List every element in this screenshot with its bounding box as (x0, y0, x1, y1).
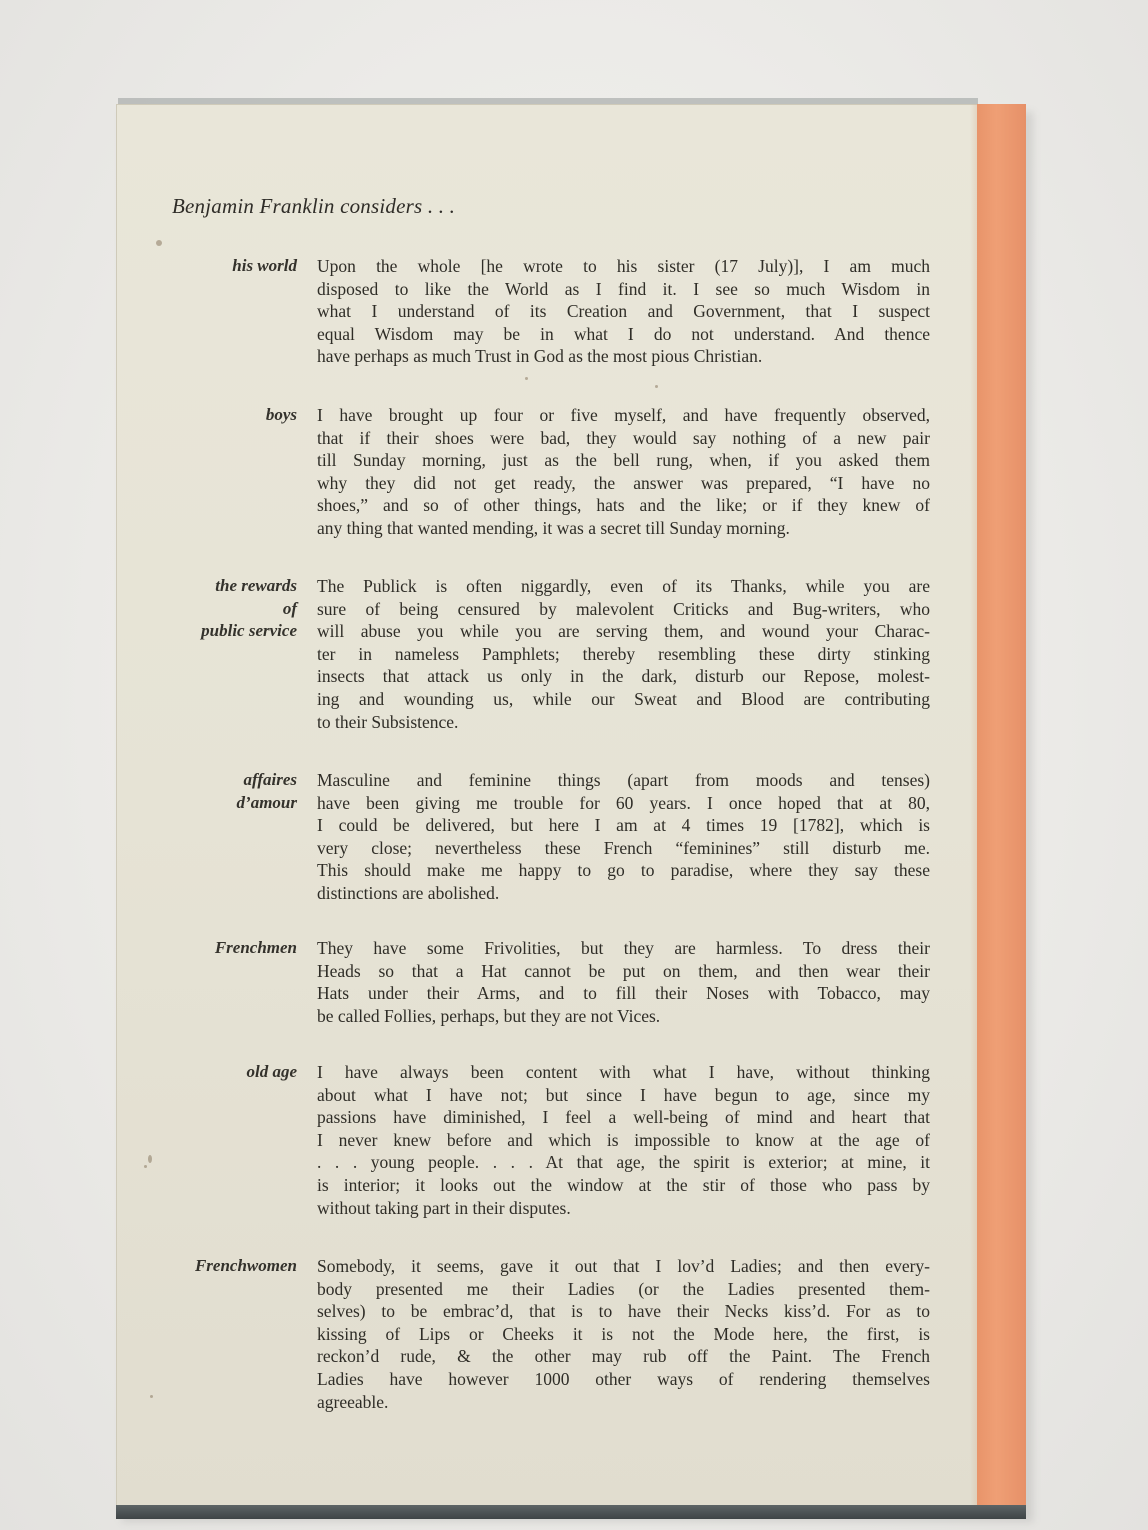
section-text: The Publick is often niggardly, even of its Thanks, while you are sure of being censured by malevolent Criticks and Bug-writers, who will abuse you while you are serving them, and wound your Charac- ter in nameless Pamphlets; thereby resembling these dirty stinking insects that attack us only in the dark, disturb our Repose, molest- ing and wounding us, while our Sweat and Blood are contributing to their Subsistence. (317, 576, 930, 732)
section-label: affaires d’amour (236, 770, 297, 812)
section-text: Somebody, it seems, gave it out that I lov’d Ladies; and then every- body presented me their Ladies (or the Ladies presented them- selves) to be embrac’d, that is to have their Necks kiss’d. For as to kissing of Lips or Cheeks it is not the Mode here, the first, is reckon’d rude, & the other may rub off the Paint. The French Ladies have however 1000 other ways of rendering themselves agreeable. (317, 1256, 930, 1412)
section-text: I have always been content with what I have, without thinking about what I have not; but since I have begun to age, since my passions have diminished, I feel a well-being of mind and heart that I never knew before and which is impossible to know at the age of . . . young people. . . . At that age, the spirit is exterior; at mine, it is interior; it looks out the window at the stir of those who pass by without taking part in their disputes. (317, 1062, 930, 1218)
paper-speck (150, 1395, 153, 1398)
section-text: Upon the whole [he wrote to his sister (17 July)], I am much disposed to like the World as I find it. I see so much Wisdom in what I understand of its Creation and Government, that I suspect equal Wisdom may be in what I do not understand. And thence have perhaps as much Trust in God as the most pious Christian. (317, 256, 930, 367)
section-text: I have brought up four or five myself, and have frequently observed, that if their shoes were bad, they would say nothing of a new pair till Sunday morning, just as the bell rung, when, if you asked them why they did not get ready, the answer was prepared, “I have no shoes,” and so of other things, hats and the like; or if they knew of any thing that wanted mending, it was a secret till Sunday morning. (317, 405, 930, 538)
book-bottom-edge (116, 1505, 1026, 1519)
paper-speck (525, 377, 528, 380)
section-label: his world (232, 256, 297, 275)
paper-speck (655, 385, 658, 388)
section-text: Masculine and feminine things (apart from moods and tenses) have been giving me trouble for 60 years. I once hoped that at 80, I could be delivered, but here I am at 4 times 19 [1782], which is very close; nevertheless these French “feminines” still disturb me. This should make me happy to go to paradise, where they say these distinctions are abolished. (317, 770, 930, 903)
paper-speck (144, 1165, 147, 1168)
paper-speck (156, 240, 162, 246)
section-label: boys (265, 405, 297, 424)
section-label: the rewards of public service (201, 576, 297, 641)
paper-speck (148, 1155, 152, 1163)
section-label: Frenchwomen (194, 1256, 297, 1275)
section-text: They have some Frivolities, but they are harmless. To dress their Heads so that a Hat cannot be put on them, and then wear their Hats under their Arms, and to fill their Noses with Tobacco, may be called Follies, perhaps, but they are not Vices. (317, 938, 930, 1026)
cover-heading: Benjamin Franklin considers . . . (172, 194, 456, 218)
section-label: Frenchmen (214, 938, 297, 957)
orange-spine-strip (977, 104, 1026, 1514)
section-label: old age (246, 1062, 297, 1081)
